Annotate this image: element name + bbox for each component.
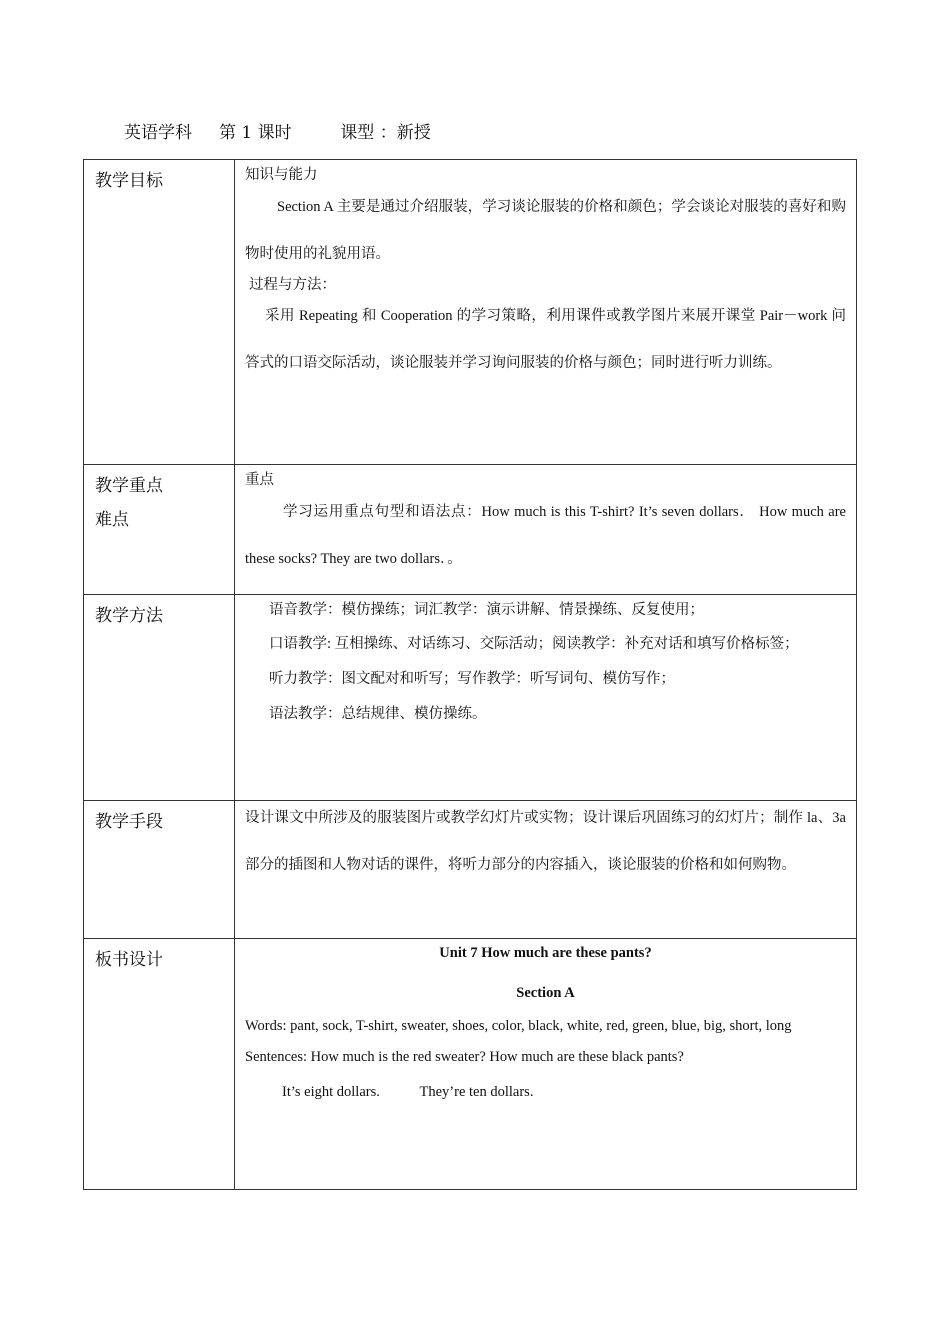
row-objectives [84, 160, 857, 465]
board-label: 板书设计 [84, 939, 235, 1190]
board-words: Words: pant, sock, T-shirt, sweater, shoes, color, black, white, red, green, blue, big, short, long [245, 1018, 792, 1034]
process-title: 过程与方法： [249, 277, 336, 293]
row-means [84, 801, 857, 939]
methods-line-2: 口语教学: 互相操练、对话练习、交际活动；阅读教学：补充对话和填写价格标签； [269, 636, 799, 652]
board-sentences: Sentences: How much is the red sweater? How much are these black pants? [245, 1049, 684, 1065]
lesson-number: 第 1 课时 [219, 123, 292, 143]
lesson-plan-table [83, 159, 857, 1190]
key-points-title: 重点 [245, 472, 274, 488]
board-content [235, 939, 857, 1190]
board-answers [245, 1072, 846, 1112]
board-answer-1: It’s eight dollars. [282, 1084, 380, 1100]
key-points-label [84, 465, 235, 595]
knowledge-text: Section A 主要是通过介绍服装，学习谈论服装的价格和颜色；学会谈论对服装的喜好和购物时使用的礼貌用语。 [245, 199, 846, 262]
subject-label: 英语学科 [124, 123, 192, 143]
row-key-points [84, 465, 857, 595]
methods-label: 教学方法 [84, 595, 235, 801]
means-text: 设计课文中所涉及的服装图片或教学幻灯片或实物；设计课后巩固练习的幻灯片；制作 la、3a 部分的插图和人物对话的课件，将听力部分的内容插入，谈论服装的价格和如何购物。 [245, 810, 846, 873]
board-section: Section A [516, 985, 575, 1001]
methods-line-3: 听力教学：图文配对和听写；写作教学：听写词句、模仿写作； [269, 671, 675, 687]
means-label: 教学手段 [84, 801, 235, 939]
methods-line-1: 语音教学：模仿操练；词汇教学：演示讲解、情景操练、反复使用； [269, 602, 704, 618]
methods-content [235, 595, 857, 801]
knowledge-title: 知识与能力 [245, 167, 318, 183]
methods-line-4: 语法教学：总结规律、模仿操练。 [269, 706, 487, 722]
process-text: 采用 Repeating 和 Cooperation 的学习策略，利用课件或教学图片来展开课堂 Pair－work 问答式的口语交际活动，谈论服装并学习询问服装的价格与颜色；同时进行听力训练。 [245, 308, 846, 371]
row-board-design [84, 939, 857, 1190]
objectives-content [235, 160, 857, 465]
lesson-type: 课型 ：新授 [340, 123, 431, 143]
key-points-text: 学习运用重点句型和语法点：How much is this T-shirt? It’s seven dollars． How much are these socks? They are two dollars．。 [245, 504, 846, 567]
means-content [235, 801, 857, 939]
row-methods [84, 595, 857, 801]
lesson-header [124, 118, 431, 143]
key-points-label-2: 难点 [95, 510, 129, 530]
key-points-label-1: 教学重点 [95, 476, 163, 496]
board-unit-title: Unit 7 How much are these pants? [439, 945, 652, 961]
key-points-content [235, 465, 857, 595]
board-answer-2: They’re ten dollars. [419, 1084, 534, 1100]
objectives-label: 教学目标 [84, 160, 235, 465]
